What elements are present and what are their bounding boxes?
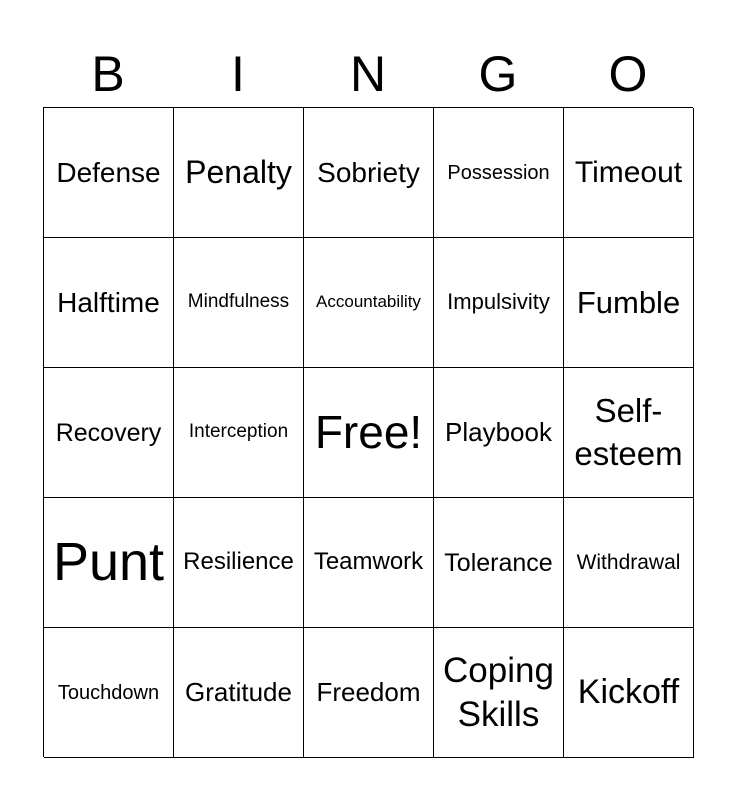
bingo-cell[interactable] xyxy=(174,498,304,628)
cell-label: Possession xyxy=(447,161,550,184)
bingo-cell[interactable] xyxy=(434,498,564,628)
cell-label: Halftime xyxy=(57,286,160,318)
cell-label: Free! xyxy=(314,405,423,458)
bingo-cell[interactable] xyxy=(174,108,304,238)
cell-label: Penalty xyxy=(185,154,292,191)
header-letter-n: N xyxy=(349,46,387,102)
cell-label: Sobriety xyxy=(317,156,420,188)
cell-label: Self-esteem xyxy=(574,391,683,472)
header-letter-i: I xyxy=(231,46,245,102)
bingo-cell[interactable] xyxy=(434,238,564,368)
cell-label: Interception xyxy=(188,421,289,443)
bingo-cell[interactable] xyxy=(174,368,304,498)
cell-label: Freedom xyxy=(316,676,421,707)
header-letter-o: O xyxy=(608,46,648,102)
bingo-cell[interactable] xyxy=(44,108,174,238)
header-letter-g: G xyxy=(478,46,518,102)
bingo-cell[interactable] xyxy=(434,628,564,758)
cell-label: Recovery xyxy=(55,418,162,447)
bingo-cell[interactable] xyxy=(174,238,304,368)
bingo-cell[interactable] xyxy=(304,628,434,758)
bingo-cell[interactable] xyxy=(304,498,434,628)
header-letter-b: B xyxy=(91,46,125,102)
cell-label: Impulsivity xyxy=(447,289,550,315)
cell-label: Coping Skills xyxy=(443,650,554,734)
cell-label: Playbook xyxy=(445,416,552,447)
bingo-cell[interactable] xyxy=(434,108,564,238)
bingo-board xyxy=(43,107,693,757)
bingo-cell[interactable] xyxy=(564,498,694,628)
bingo-cell[interactable] xyxy=(564,368,694,498)
cell-label: Fumble xyxy=(576,284,681,320)
free-space[interactable] xyxy=(304,368,434,498)
bingo-cell[interactable] xyxy=(44,498,174,628)
cell-label: Kickoff xyxy=(577,673,680,712)
bingo-cell[interactable] xyxy=(44,628,174,758)
bingo-cell[interactable] xyxy=(174,628,304,758)
cell-label: Resilience xyxy=(183,548,294,576)
bingo-cell[interactable] xyxy=(564,628,694,758)
cell-label: Tolerance xyxy=(444,548,553,577)
cell-label: Punt xyxy=(52,532,165,593)
cell-label: Mindfulness xyxy=(187,291,290,313)
cell-label: Defense xyxy=(56,156,161,188)
bingo-cell[interactable] xyxy=(564,238,694,368)
bingo-cell[interactable] xyxy=(44,368,174,498)
cell-label: Accountability xyxy=(316,292,421,312)
bingo-cell[interactable] xyxy=(304,238,434,368)
cell-label: Gratitude xyxy=(185,676,292,707)
cell-label: Touchdown xyxy=(57,681,160,704)
cell-label: Withdrawal xyxy=(576,550,681,574)
bingo-cell[interactable] xyxy=(564,108,694,238)
cell-label: Teamwork xyxy=(313,548,424,576)
bingo-cell[interactable] xyxy=(44,238,174,368)
bingo-cell[interactable] xyxy=(434,368,564,498)
bingo-header xyxy=(43,40,693,108)
cell-label: Timeout xyxy=(574,155,683,189)
bingo-cell[interactable] xyxy=(304,108,434,238)
